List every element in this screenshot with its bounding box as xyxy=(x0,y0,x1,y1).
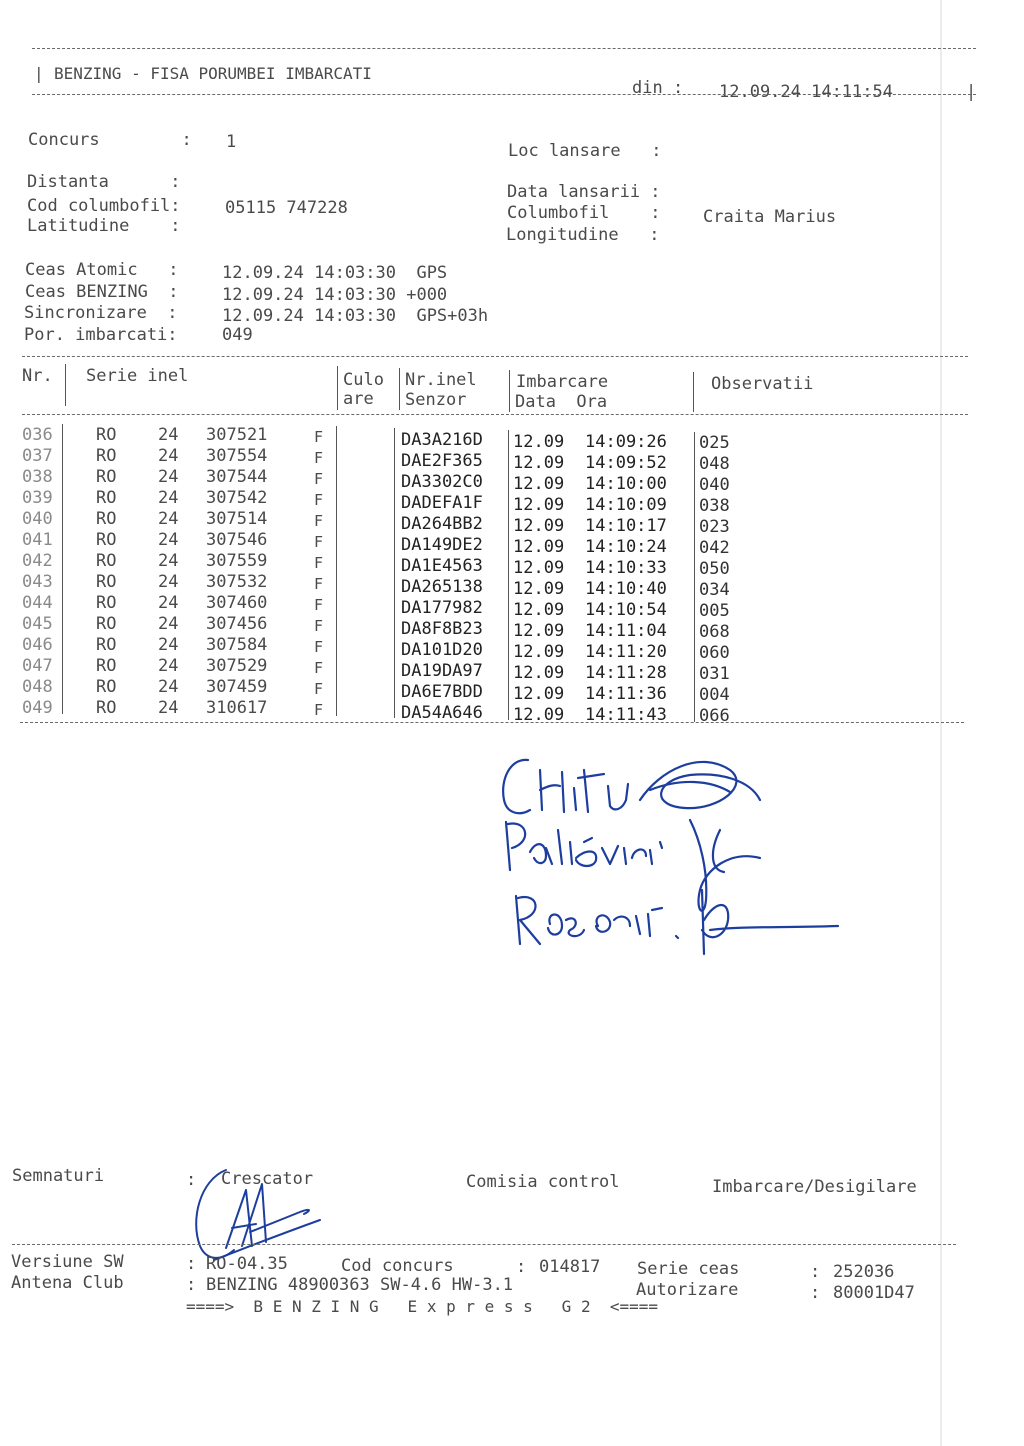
cell-country: RO xyxy=(96,656,117,676)
cell-country: RO xyxy=(96,446,117,466)
document-title: BENZING - FISA PORUMBEI IMBARCATI xyxy=(54,64,372,83)
cell-year: 24 xyxy=(158,425,179,445)
cell-sex: F xyxy=(314,659,324,677)
cell-observatii: 004 xyxy=(699,685,730,705)
cell-country: RO xyxy=(96,467,117,487)
col-header-nr: Nr. xyxy=(22,366,53,386)
sig-stroke xyxy=(516,896,540,944)
sig-stroke xyxy=(530,844,552,864)
cell-ring: 310617 xyxy=(206,698,268,718)
col-header-nrinel-1: Nr.inel xyxy=(405,370,477,390)
col-header-nrinel-2: Senzor xyxy=(405,390,467,410)
body-divider xyxy=(394,428,395,718)
cell-nr: 036 xyxy=(22,425,53,445)
sig-stroke xyxy=(506,822,525,870)
cell-sensor: DA265138 xyxy=(401,577,483,597)
versiune-sw-colon: : xyxy=(186,1254,197,1274)
cell-country: RO xyxy=(96,698,117,718)
ceas-benzing-value: 12.09.24 14:03:30 +000 xyxy=(222,285,448,305)
sig-stroke xyxy=(636,908,678,938)
cell-observatii: 023 xyxy=(699,517,730,537)
serie-ceas-label: Serie ceas xyxy=(637,1259,740,1279)
cell-time: 14:10:17 xyxy=(585,516,667,536)
cell-nr: 047 xyxy=(22,656,53,676)
cell-time: 14:09:26 xyxy=(585,432,667,452)
cell-observatii: 042 xyxy=(699,538,730,558)
cell-country: RO xyxy=(96,572,117,592)
cell-year: 24 xyxy=(158,572,179,592)
table-header-rule xyxy=(22,414,968,415)
sig-stroke xyxy=(503,760,530,813)
col-header-observatii: Observatii xyxy=(711,374,814,394)
body-divider xyxy=(694,432,695,722)
cell-ring: 307554 xyxy=(206,446,268,466)
cell-date: 12.09 xyxy=(513,600,565,620)
cell-ring: 307544 xyxy=(206,467,268,487)
cell-sex: F xyxy=(314,512,324,530)
ceas-atomic-label: Ceas Atomic : xyxy=(25,260,179,280)
cell-ring: 307584 xyxy=(206,635,268,655)
crescator-label: Crescator xyxy=(221,1169,314,1189)
header-divider xyxy=(693,372,694,412)
cell-sensor: DA8F8B23 xyxy=(401,619,483,639)
din-label: din : xyxy=(632,78,684,98)
cell-time: 14:09:52 xyxy=(585,453,667,473)
col-header-serie: Serie inel xyxy=(86,366,189,386)
cell-year: 24 xyxy=(158,698,179,718)
autorizare-label: Autorizare xyxy=(636,1280,739,1300)
header-divider xyxy=(399,368,400,410)
cell-year: 24 xyxy=(158,614,179,634)
cell-nr: 042 xyxy=(22,551,53,571)
antena-club-value: BENZING 48900363 SW-4.6 HW-3.1 xyxy=(206,1275,514,1295)
cell-date: 12.09 xyxy=(513,537,565,557)
cell-date: 12.09 xyxy=(513,663,565,683)
cell-date: 12.09 xyxy=(513,579,565,599)
cell-ring: 307559 xyxy=(206,551,268,571)
data-lansarii-label: Data lansarii : xyxy=(507,182,661,202)
cell-sensor: DA101D20 xyxy=(401,640,483,660)
cell-observatii: 025 xyxy=(699,433,730,453)
cod-concurs-colon: : xyxy=(516,1257,527,1277)
cell-time: 14:11:20 xyxy=(585,642,667,662)
cell-country: RO xyxy=(96,530,117,550)
sincronizare-label: Sincronizare : xyxy=(24,303,178,323)
concurs-value: 1 xyxy=(226,132,237,152)
imbarcare-desigilare-label: Imbarcare/Desigilare xyxy=(712,1177,917,1197)
cell-sex: F xyxy=(314,533,324,551)
cell-sensor: DA3302C0 xyxy=(401,472,483,492)
cell-ring: 307514 xyxy=(206,509,268,529)
cell-time: 14:10:00 xyxy=(585,474,667,494)
columbofil-label: Columbofil : xyxy=(507,203,661,223)
cell-country: RO xyxy=(96,488,117,508)
cell-ring: 307529 xyxy=(206,656,268,676)
cell-date: 12.09 xyxy=(513,432,565,452)
cell-observatii: 068 xyxy=(699,622,730,642)
cell-time: 14:10:33 xyxy=(585,558,667,578)
comisia-control-label: Comisia control xyxy=(466,1172,620,1192)
cell-nr: 044 xyxy=(22,593,53,613)
cell-country: RO xyxy=(96,614,117,634)
cell-sex: F xyxy=(314,491,324,509)
cell-nr: 038 xyxy=(22,467,53,487)
cell-year: 24 xyxy=(158,656,179,676)
cell-sex: F xyxy=(314,449,324,467)
sig-stroke xyxy=(690,820,760,911)
cell-sensor: DA54A646 xyxy=(401,703,483,723)
cell-year: 24 xyxy=(158,509,179,529)
col-header-culoare-1: Culo xyxy=(343,370,384,390)
header-right-bar: | xyxy=(966,82,977,102)
header-top-rule xyxy=(32,48,976,49)
cell-observatii: 005 xyxy=(699,601,730,621)
cell-sensor: DA6E7BDD xyxy=(401,682,483,702)
cell-sex: F xyxy=(314,575,324,593)
body-divider xyxy=(62,424,63,714)
cell-year: 24 xyxy=(158,677,179,697)
cell-country: RO xyxy=(96,677,117,697)
cell-nr: 048 xyxy=(22,677,53,697)
antena-club-label: Antena Club xyxy=(11,1273,124,1293)
autorizare-value: 80001D47 xyxy=(833,1283,915,1303)
cell-date: 12.09 xyxy=(513,474,565,494)
cell-ring: 307460 xyxy=(206,593,268,613)
versiune-sw-label: Versiune SW xyxy=(11,1252,124,1272)
cell-sensor: DA177982 xyxy=(401,598,483,618)
cod-columbofil-value: 05115 747228 xyxy=(225,198,348,218)
cell-observatii: 048 xyxy=(699,454,730,474)
cell-time: 14:11:04 xyxy=(585,621,667,641)
latitudine-label: Latitudine : xyxy=(27,216,181,236)
cell-time: 14:10:40 xyxy=(585,579,667,599)
scan-edge xyxy=(940,0,942,1446)
cell-year: 24 xyxy=(158,593,179,613)
cell-date: 12.09 xyxy=(513,684,565,704)
cell-sensor: DA149DE2 xyxy=(401,535,483,555)
cell-observatii: 031 xyxy=(699,664,730,684)
cell-year: 24 xyxy=(158,635,179,655)
cell-year: 24 xyxy=(158,488,179,508)
columbofil-value: Craita Marius xyxy=(703,207,837,227)
cell-observatii: 050 xyxy=(699,559,730,579)
sig-stroke xyxy=(602,842,662,864)
benzing-express-line: ====> B E N Z I N G E x p r e s s G 2 <==== xyxy=(186,1297,659,1316)
cell-time: 14:10:24 xyxy=(585,537,667,557)
antena-club-colon: : xyxy=(186,1275,197,1295)
cell-nr: 037 xyxy=(22,446,53,466)
cell-country: RO xyxy=(96,593,117,613)
cell-sex: F xyxy=(314,470,324,488)
cell-country: RO xyxy=(96,509,117,529)
distanta-label: Distanta : xyxy=(27,172,181,192)
sig-stroke xyxy=(596,915,630,931)
cell-sex: F xyxy=(314,638,324,656)
cell-year: 24 xyxy=(158,530,179,550)
serie-ceas-value: 252036 xyxy=(833,1262,895,1282)
por-imbarcati-value: 049 xyxy=(222,325,253,345)
cell-year: 24 xyxy=(158,446,179,466)
cell-sex: F xyxy=(314,680,324,698)
cell-date: 12.09 xyxy=(513,621,565,641)
ceas-benzing-label: Ceas BENZING : xyxy=(25,282,179,302)
cell-ring: 307459 xyxy=(206,677,268,697)
cell-sensor: DAE2F365 xyxy=(401,451,483,471)
cod-concurs-label: Cod concurs xyxy=(341,1256,454,1276)
cell-observatii: 040 xyxy=(699,475,730,495)
cell-observatii: 060 xyxy=(699,643,730,663)
cell-nr: 043 xyxy=(22,572,53,592)
body-divider xyxy=(508,430,509,720)
cell-sex: F xyxy=(314,596,324,614)
cell-time: 14:10:09 xyxy=(585,495,667,515)
cell-sex: F xyxy=(314,617,324,635)
cell-date: 12.09 xyxy=(513,516,565,536)
cell-country: RO xyxy=(96,551,117,571)
cell-sex: F xyxy=(314,701,324,719)
serie-ceas-colon: : xyxy=(810,1262,821,1282)
cell-country: RO xyxy=(96,635,117,655)
cell-ring: 307546 xyxy=(206,530,268,550)
header-divider xyxy=(509,370,510,412)
cell-date: 12.09 xyxy=(513,642,565,662)
cell-ring: 307532 xyxy=(206,572,268,592)
table-bottom-rule xyxy=(20,722,964,723)
sig-stroke xyxy=(540,770,564,812)
cell-sensor: DA1E4563 xyxy=(401,556,483,576)
por-imbarcati-label: Por. imbarcati: xyxy=(24,325,178,345)
sig-stroke xyxy=(574,770,604,812)
din-value: 12.09.24 14:11:54 xyxy=(719,82,893,102)
versiune-sw-value: RO-04.35 xyxy=(206,1254,288,1274)
cell-date: 12.09 xyxy=(513,495,565,515)
cell-date: 12.09 xyxy=(513,558,565,578)
cell-sensor: DADEFA1F xyxy=(401,493,483,513)
cell-nr: 045 xyxy=(22,614,53,634)
cell-observatii: 038 xyxy=(699,496,730,516)
cell-observatii: 034 xyxy=(699,580,730,600)
cell-time: 14:11:43 xyxy=(585,705,667,725)
semnaturi-label: Semnaturi xyxy=(12,1166,105,1186)
cell-nr: 039 xyxy=(22,488,53,508)
sig-stroke xyxy=(558,830,596,866)
longitudine-label: Longitudine : xyxy=(506,225,660,245)
handwritten-signatures xyxy=(480,730,860,970)
ceas-atomic-value: 12.09.24 14:03:30 GPS xyxy=(222,263,448,283)
cell-date: 12.09 xyxy=(513,705,565,725)
col-header-imbarcare-1: Imbarcare xyxy=(516,372,609,392)
cell-sex: F xyxy=(314,554,324,572)
cell-sensor: DA3A216D xyxy=(401,430,483,450)
sig-stroke xyxy=(608,784,628,809)
sig-stroke xyxy=(702,890,838,954)
cell-nr: 041 xyxy=(22,530,53,550)
table-top-rule xyxy=(22,356,968,357)
cell-sensor: DA19DA97 xyxy=(401,661,483,681)
cod-concurs-value: 014817 xyxy=(539,1257,601,1277)
sig-stroke xyxy=(548,915,584,937)
cell-sex: F xyxy=(314,428,324,446)
loc-lansare-label: Loc lansare : xyxy=(508,141,662,161)
cell-nr: 040 xyxy=(22,509,53,529)
cod-columbofil-label: Cod columbofil: xyxy=(27,196,181,216)
concurs-label: Concurs : xyxy=(28,130,192,150)
cell-time: 14:11:36 xyxy=(585,684,667,704)
cell-observatii: 066 xyxy=(699,706,730,726)
sig-stroke xyxy=(640,762,760,808)
cell-date: 12.09 xyxy=(513,453,565,473)
body-divider xyxy=(336,426,337,716)
header-divider xyxy=(337,366,338,410)
cell-nr: 046 xyxy=(22,635,53,655)
cell-time: 14:10:54 xyxy=(585,600,667,620)
header-divider xyxy=(65,364,66,406)
cell-year: 24 xyxy=(158,551,179,571)
col-header-imbarcare-2: Data Ora xyxy=(515,392,608,412)
col-header-culoare-2: are xyxy=(343,389,374,409)
footer-rule xyxy=(12,1244,956,1245)
cell-ring: 307521 xyxy=(206,425,268,445)
header-left-bar: | xyxy=(34,64,44,83)
cell-sensor: DA264BB2 xyxy=(401,514,483,534)
sincronizare-value: 12.09.24 14:03:30 GPS+03h xyxy=(222,306,489,326)
cell-ring: 307456 xyxy=(206,614,268,634)
header-bottom-rule xyxy=(32,94,976,95)
cell-time: 14:11:28 xyxy=(585,663,667,683)
autorizare-colon: : xyxy=(810,1283,821,1303)
cell-country: RO xyxy=(96,425,117,445)
cell-nr: 049 xyxy=(22,698,53,718)
semnaturi-colon: : xyxy=(186,1170,197,1190)
cell-ring: 307542 xyxy=(206,488,268,508)
cell-year: 24 xyxy=(158,467,179,487)
